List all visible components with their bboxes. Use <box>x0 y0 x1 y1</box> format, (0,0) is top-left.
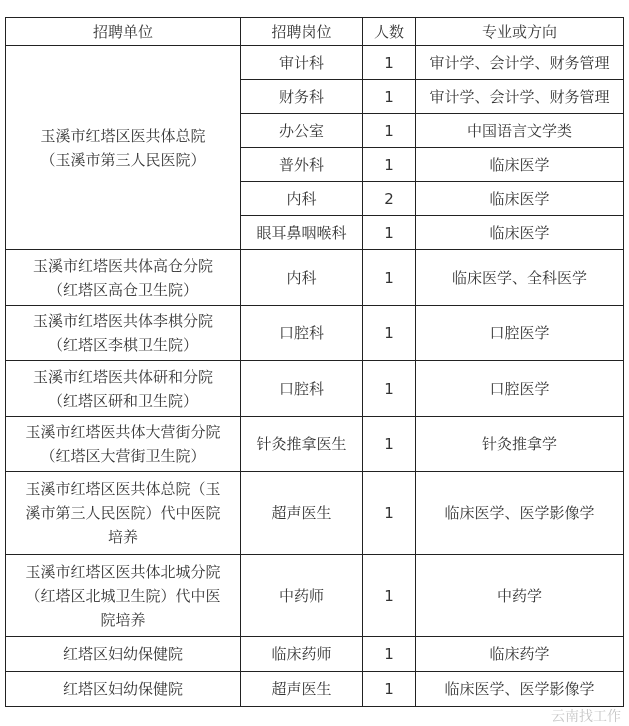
count-cell: 1 <box>363 417 416 472</box>
count-cell: 1 <box>363 148 416 182</box>
post-cell: 口腔科 <box>241 361 363 417</box>
table-row <box>6 417 624 472</box>
header-post: 招聘岗位 <box>241 18 363 46</box>
post-cell: 财务科 <box>241 80 363 114</box>
count-cell: 1 <box>363 46 416 80</box>
count-cell: 2 <box>363 182 416 216</box>
table-row <box>6 672 624 707</box>
post-cell: 口腔科 <box>241 306 363 361</box>
unit-cell <box>6 637 241 672</box>
major-cell: 临床医学 <box>416 216 624 250</box>
unit-line: （红塔区大营街卫生院） <box>40 447 206 465</box>
unit-line: 溪市第三人民医院）代中医院 <box>25 504 221 522</box>
table-row <box>6 46 624 80</box>
major-cell: 审计学、会计学、财务管理 <box>416 80 624 114</box>
major-cell: 审计学、会计学、财务管理 <box>416 46 624 80</box>
header-unit: 招聘单位 <box>6 18 241 46</box>
unit-line: 红塔区妇幼保健院 <box>62 645 183 663</box>
post-cell: 超声医生 <box>241 472 363 555</box>
post-cell: 普外科 <box>241 148 363 182</box>
post-cell: 办公室 <box>241 114 363 148</box>
table-row <box>6 637 624 672</box>
post-cell: 超声医生 <box>241 672 363 707</box>
header-count: 人数 <box>363 18 416 46</box>
unit-line: 玉溪市红塔医共体高仓分院 <box>32 256 213 275</box>
watermark: 云南找工作 <box>551 709 621 725</box>
major-cell: 口腔医学 <box>416 306 624 361</box>
post-cell: 审计科 <box>241 46 363 80</box>
unit-line: 玉溪市红塔医共体大营街分院 <box>25 423 221 441</box>
count-cell: 1 <box>363 472 416 555</box>
unit-line: 玉溪市红塔区医共体北城分院 <box>25 562 221 581</box>
unit-line: 红塔区妇幼保健院 <box>62 680 183 698</box>
header-row <box>6 18 624 46</box>
post-cell: 针灸推拿医生 <box>241 417 363 472</box>
unit-line: 玉溪市红塔区医共体总院 <box>40 126 206 145</box>
major-cell: 中药学 <box>416 555 624 637</box>
table-row <box>6 472 624 555</box>
unit-cell <box>6 417 241 472</box>
major-cell: 临床医学 <box>416 182 624 216</box>
unit-line: （红塔区高仓卫生院） <box>47 280 198 299</box>
count-cell: 1 <box>363 361 416 417</box>
unit-line: 培养 <box>107 528 138 546</box>
recruitment-table <box>5 17 624 707</box>
unit-line: 玉溪市红塔区医共体总院（玉 <box>25 480 221 498</box>
table-row <box>6 361 624 417</box>
post-cell: 中药师 <box>241 555 363 637</box>
unit-cell <box>6 555 241 637</box>
major-cell: 临床医学、医学影像学 <box>416 472 624 555</box>
count-cell: 1 <box>363 306 416 361</box>
post-cell: 内科 <box>241 182 363 216</box>
count-cell: 1 <box>363 216 416 250</box>
post-cell: 临床药师 <box>241 637 363 672</box>
unit-cell <box>6 306 241 361</box>
unit-cell <box>6 46 241 250</box>
major-cell: 临床药学 <box>416 637 624 672</box>
count-cell: 1 <box>363 250 416 306</box>
post-cell: 内科 <box>241 250 363 306</box>
unit-cell <box>6 672 241 707</box>
table-row <box>6 555 624 637</box>
major-cell: 口腔医学 <box>416 361 624 417</box>
unit-cell <box>6 250 241 306</box>
count-cell: 1 <box>363 114 416 148</box>
unit-line: （玉溪市第三人民医院） <box>40 150 206 169</box>
table-row <box>6 250 624 306</box>
post-cell: 眼耳鼻咽喉科 <box>241 216 363 250</box>
unit-line: （红塔区研和卫生院） <box>47 391 198 410</box>
major-cell: 临床医学 <box>416 148 624 182</box>
unit-line: （红塔区李棋卫生院） <box>47 336 198 354</box>
unit-cell <box>6 361 241 417</box>
unit-line: 院培养 <box>100 610 146 629</box>
unit-line: 玉溪市红塔医共体李棋分院 <box>32 312 213 330</box>
unit-line: 玉溪市红塔医共体研和分院 <box>32 367 213 386</box>
unit-line: （红塔区北城卫生院）代中医 <box>25 586 221 605</box>
header-major: 专业或方向 <box>416 18 624 46</box>
count-cell: 1 <box>363 80 416 114</box>
count-cell: 1 <box>363 672 416 707</box>
count-cell: 1 <box>363 555 416 637</box>
major-cell: 临床医学、全科医学 <box>416 250 624 306</box>
table-row <box>6 306 624 361</box>
unit-cell <box>6 472 241 555</box>
major-cell: 针灸推拿学 <box>416 417 624 472</box>
major-cell: 中国语言文学类 <box>416 114 624 148</box>
count-cell: 1 <box>363 637 416 672</box>
major-cell: 临床医学、医学影像学 <box>416 672 624 707</box>
